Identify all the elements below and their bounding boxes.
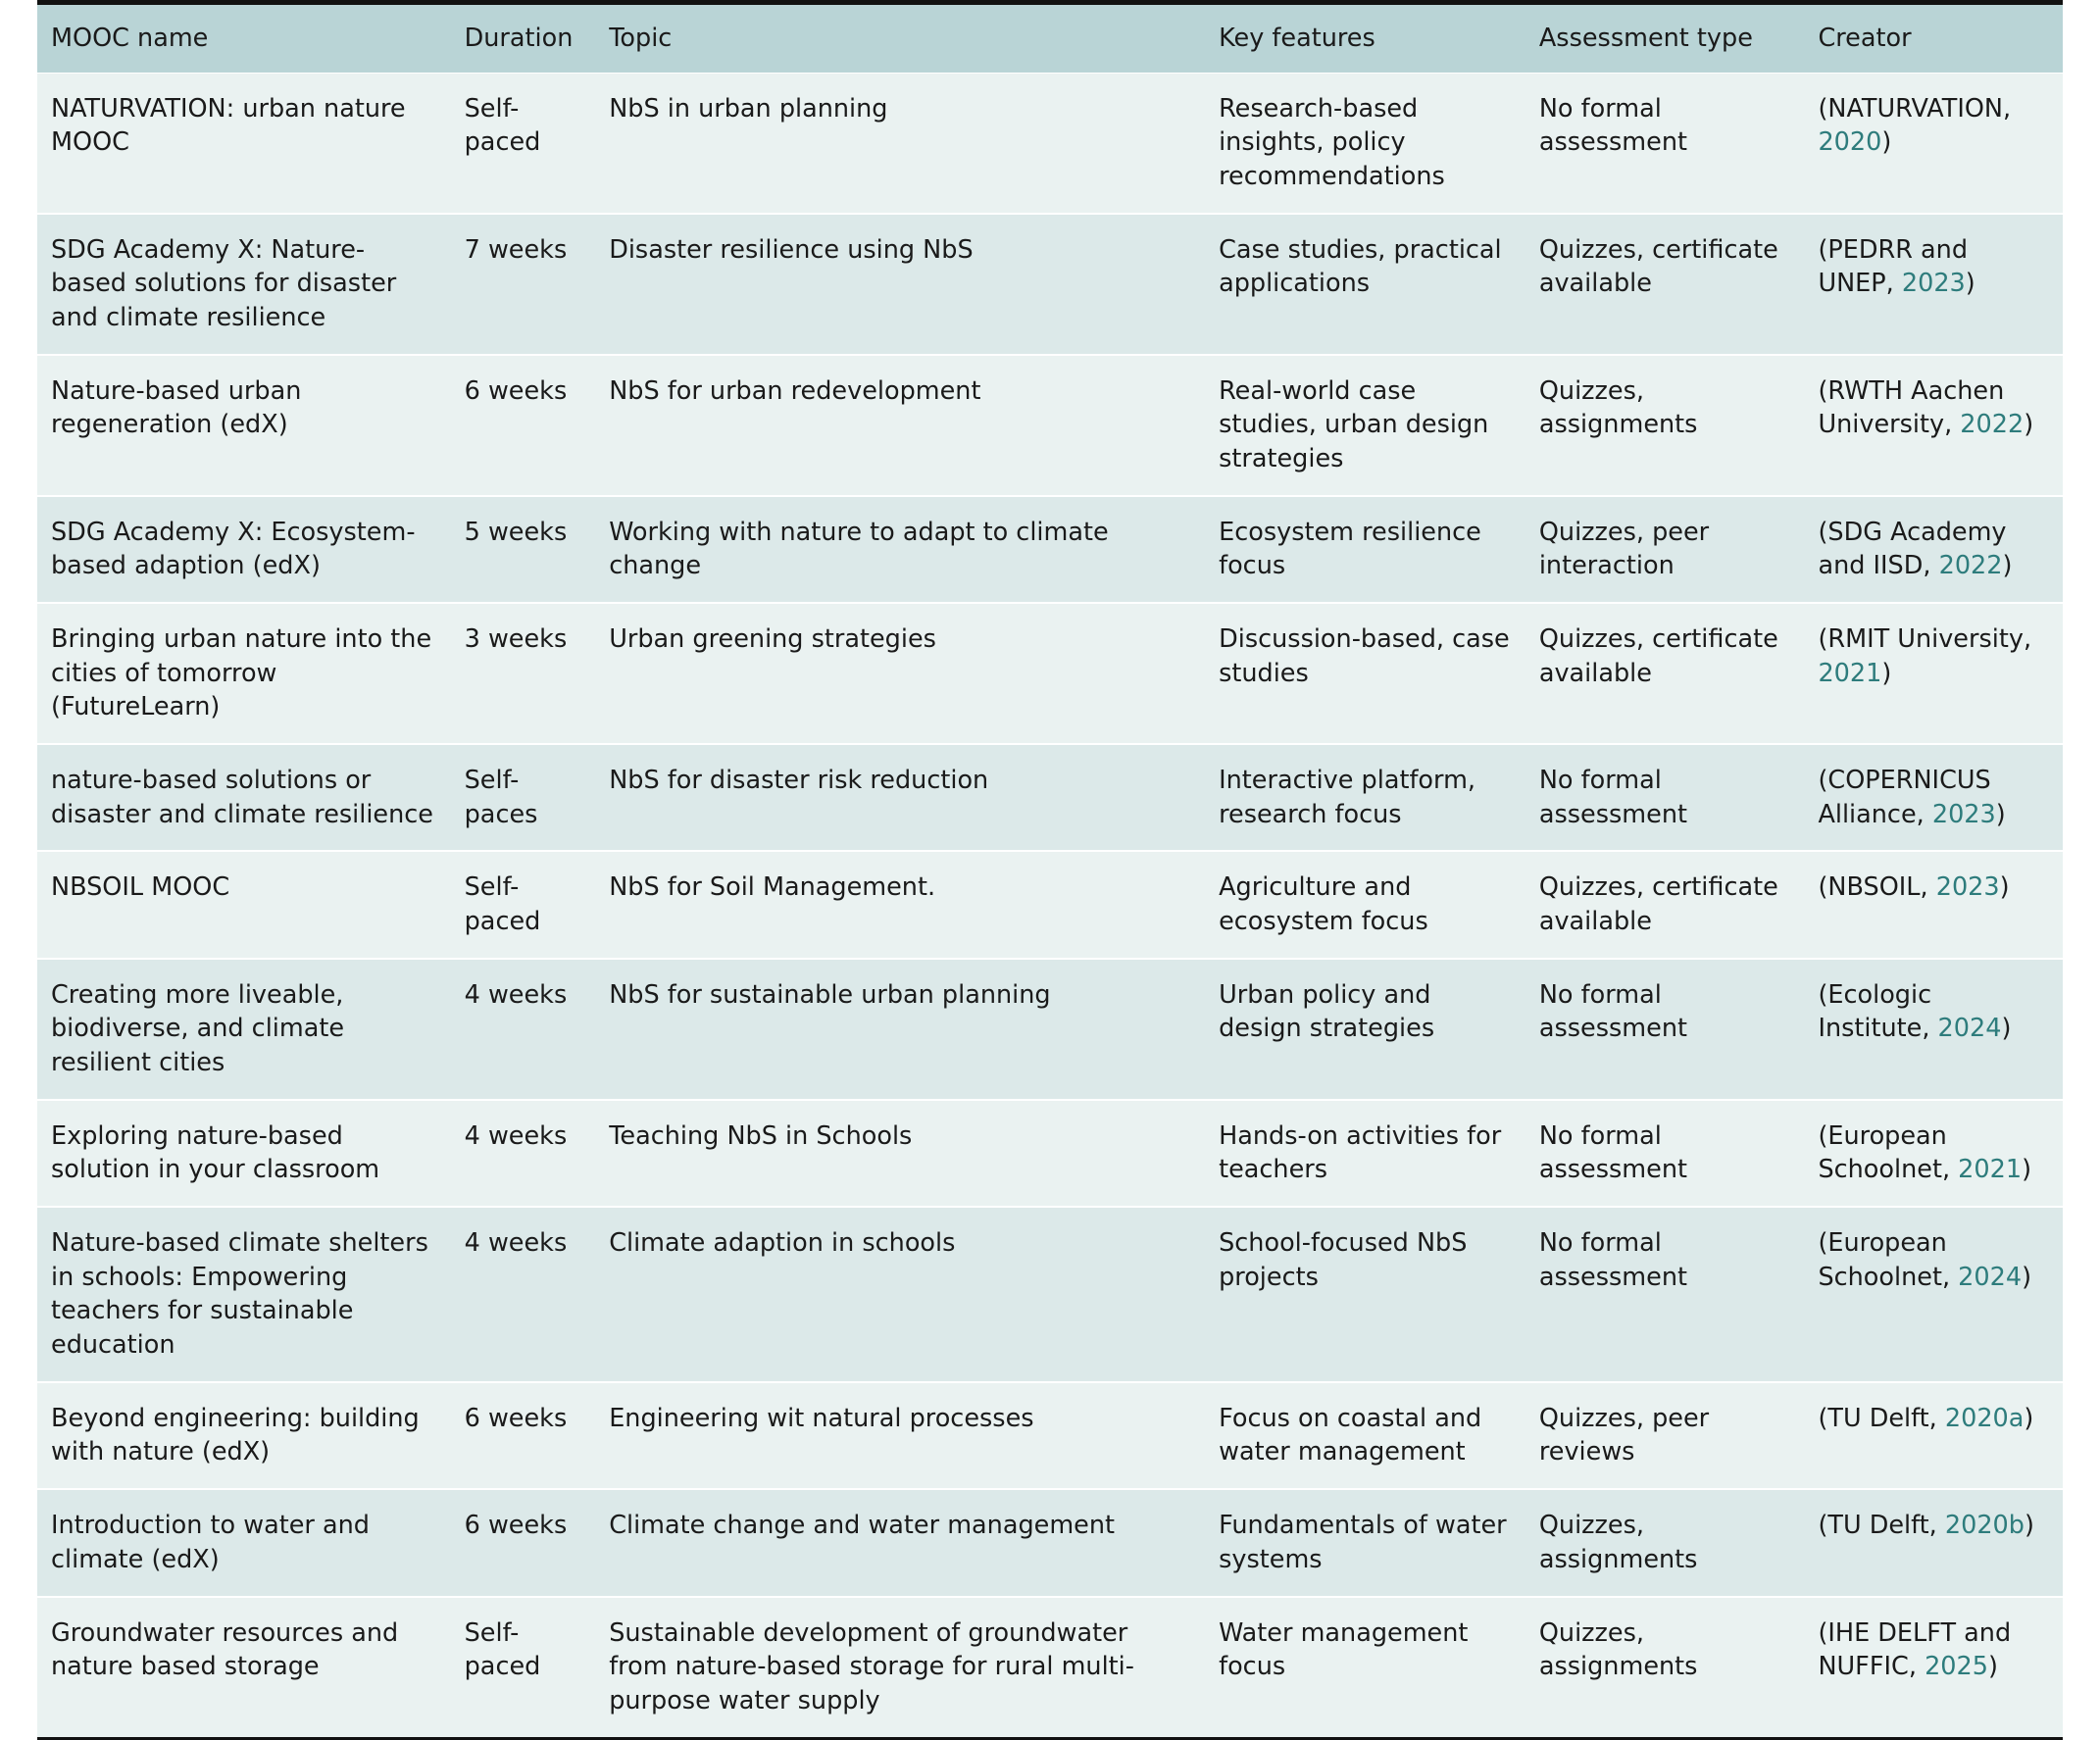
table-header [37,3,2063,74]
cell-key-features [1205,1597,1525,1739]
creator-suffix: ) [2024,1511,2034,1541]
cell-topic-text: NbS in urban planning [609,93,888,124]
cell-topic [595,1382,1205,1489]
creator-suffix: ) [2001,1014,2012,1044]
cell-duration [451,1489,596,1596]
creator-suffix: ) [2002,551,2013,581]
cell-assessment-type-text: Quizzes, assignments [1538,1617,1698,1682]
cell-duration [451,496,596,603]
creator-name: (RWTH Aachen University, [1818,375,2005,440]
cell-key-features-text: Ecosystem resilience focus [1219,517,1481,581]
cell-key-features-text: Water management focus [1219,1617,1469,1682]
table-row [37,851,2063,958]
table-row [37,1382,2063,1489]
cell-duration-text: 6 weeks [464,375,568,406]
cell-topic [595,959,1205,1100]
cell-mooc-name [37,959,451,1100]
cell-topic [595,1207,1205,1382]
cell-assessment-type [1525,603,1805,744]
cell-mooc-name-text: Nature-based climate shelters in schools: Empowering teachers for sustainable education [51,1228,428,1361]
cell-key-features [1205,744,1525,851]
citation-year-link[interactable]: 2021 [1818,658,1882,688]
creator-suffix: ) [1881,127,1892,158]
cell-mooc-name-text: SDG Academy X: Nature-based solutions for disaster and climate resilience [51,234,397,333]
cell-assessment-type-text: No formal assessment [1538,766,1687,829]
cell-assessment-type-text: Quizzes, assignments [1538,375,1698,440]
cell-mooc-name [37,1100,451,1207]
citation-year-link[interactable]: 2023 [1935,872,2000,903]
cell-topic [595,1489,1205,1596]
citation-year-link[interactable]: 2024 [1958,1262,2023,1292]
cell-duration-text: 4 weeks [464,1120,568,1151]
creator-suffix: ) [1965,269,1975,299]
cell-topic-text: Urban greening strategies [609,624,936,655]
cell-mooc-name-text: SDG Academy X: Ecosystem-based adaption (edX) [51,517,416,581]
table-body [37,73,2063,1738]
cell-assessment-type [1525,1100,1805,1207]
cell-topic-text: NbS for sustainable urban planning [609,979,1051,1010]
cell-creator [1804,1382,2063,1489]
cell-assessment-type-text: Quizzes, certificate available [1538,234,1778,299]
citation-year-link[interactable]: 2023 [1901,269,1966,299]
cell-creator [1804,959,2063,1100]
cell-key-features [1205,851,1525,958]
cell-topic-text: NbS for urban redevelopment [609,375,981,406]
cell-duration [451,603,596,744]
cell-assessment-type-text: Quizzes, certificate available [1538,872,1778,937]
cell-mooc-name-text: Nature-based urban regeneration (edX) [51,375,302,440]
cell-topic-text: NbS for Soil Management. [609,872,936,903]
cell-creator [1804,496,2063,603]
cell-duration-text: Self-paces [464,766,538,829]
citation-year-link[interactable]: 2020a [1944,1403,2025,1433]
citation-year-link[interactable]: 2022 [1960,410,2025,440]
creator-name: (TU Delft, [1818,1403,1945,1433]
cell-assessment-type-text: No formal assessment [1538,1120,1687,1185]
cell-creator [1804,355,2063,496]
citation-year-link[interactable]: 2023 [1931,799,1996,829]
creator-name: (TU Delft, [1818,1511,1945,1541]
cell-mooc-name-text: Bringing urban nature into the cities of tomorrow (FutureLearn) [51,624,432,722]
creator-name: (PEDRR and UNEP, [1818,234,1969,299]
cell-assessment-type-text: Quizzes, peer reviews [1538,1403,1710,1467]
cell-topic [595,1100,1205,1207]
cell-duration [451,1382,596,1489]
cell-topic [595,73,1205,214]
cell-key-features [1205,1489,1525,1596]
table-row [37,214,2063,355]
cell-mooc-name [37,214,451,355]
citation-year-link[interactable]: 2022 [1938,551,2003,581]
creator-name: (RMIT University, [1818,624,2032,655]
cell-assessment-type [1525,214,1805,355]
cell-topic-text: Climate change and water management [609,1511,1116,1541]
cell-mooc-name [37,851,451,958]
cell-mooc-name [37,73,451,214]
citation-year-link[interactable]: 2024 [1937,1014,2002,1044]
cell-mooc-name [37,1207,451,1382]
cell-mooc-name [37,1597,451,1739]
column-header-assessment-type: Assessment type [1525,3,1805,74]
cell-duration-text: 7 weeks [464,234,568,265]
cell-topic [595,744,1205,851]
cell-duration [451,73,596,214]
cell-assessment-type [1525,851,1805,958]
cell-topic-text: Climate adaption in schools [609,1228,956,1259]
table-row [37,1489,2063,1596]
cell-key-features-text: Focus on coastal and water management [1219,1403,1482,1467]
cell-key-features [1205,1207,1525,1382]
cell-topic-text: Sustainable development of groundwater from nature-based storage for rural multi-purpose water supply [609,1617,1134,1715]
cell-assessment-type [1525,1597,1805,1739]
cell-key-features [1205,73,1525,214]
cell-mooc-name [37,744,451,851]
table-row [37,603,2063,744]
cell-duration [451,1207,596,1382]
creator-suffix: ) [2024,1403,2034,1433]
cell-mooc-name-text: NATURVATION: urban nature MOOC [51,93,406,158]
cell-key-features [1205,959,1525,1100]
cell-duration [451,959,596,1100]
creator-name: (European Schoolnet, [1818,1120,1959,1185]
cell-creator [1804,214,2063,355]
cell-topic-text: Teaching NbS in Schools [609,1120,913,1151]
table-row [37,355,2063,496]
cell-creator [1804,1100,2063,1207]
cell-assessment-type [1525,1489,1805,1596]
cell-mooc-name [37,496,451,603]
creator-suffix: ) [1995,799,2006,829]
cell-key-features-text: Discussion-based, case studies [1219,624,1510,688]
cell-mooc-name [37,355,451,496]
creator-name: (European Schoolnet, [1818,1228,1959,1292]
cell-mooc-name [37,1382,451,1489]
cell-key-features-text: Interactive platform, research focus [1219,766,1476,829]
table-header-row [37,3,2063,74]
cell-duration-text: Self-paced [464,1617,541,1682]
cell-key-features-text: Fundamentals of water systems [1219,1511,1507,1574]
cell-duration-text: 4 weeks [464,1228,568,1259]
cell-assessment-type [1525,1207,1805,1382]
cell-assessment-type [1525,496,1805,603]
cell-mooc-name-text: Exploring nature-based solution in your classroom [51,1120,380,1185]
cell-topic [595,355,1205,496]
cell-assessment-type [1525,1382,1805,1489]
cell-mooc-name-text: Groundwater resources and nature based storage [51,1617,399,1682]
cell-key-features-text: Real-world case studies, urban design strategies [1219,375,1489,474]
creator-name: (Ecologic Institute, [1818,979,1938,1044]
cell-assessment-type-text: No formal assessment [1538,93,1687,158]
cell-mooc-name-text: Beyond engineering: building with nature (edX) [51,1403,420,1467]
cell-duration-text: 4 weeks [464,979,568,1010]
cell-creator [1804,73,2063,214]
cell-duration [451,355,596,496]
citation-year-link[interactable]: 2020b [1944,1511,2025,1541]
cell-mooc-name [37,603,451,744]
cell-creator [1804,1489,2063,1596]
cell-duration [451,851,596,958]
citation-year-link[interactable]: 2021 [1958,1155,2023,1185]
cell-duration-text: 5 weeks [464,517,568,547]
cell-assessment-type [1525,959,1805,1100]
cell-key-features [1205,1382,1525,1489]
table-row [37,496,2063,603]
cell-topic-text: Engineering wit natural processes [609,1403,1034,1433]
cell-duration-text: Self-paced [464,872,541,937]
cell-assessment-type-text: Quizzes, certificate available [1538,624,1778,688]
cell-mooc-name-text: Introduction to water and climate (edX) [51,1511,370,1574]
cell-duration [451,1100,596,1207]
creator-name: (SDG Academy and IISD, [1818,517,2007,581]
cell-creator [1804,744,2063,851]
cell-assessment-type [1525,73,1805,214]
cell-mooc-name-text: Creating more liveable, biodiverse, and climate resilient cities [51,979,345,1078]
creator-name: (NBSOIL, [1818,872,1936,903]
column-header-topic: Topic [595,3,1205,74]
column-header-duration: Duration [451,3,596,74]
cell-key-features-text: School-focused NbS projects [1219,1228,1468,1292]
cell-topic [595,214,1205,355]
cell-mooc-name-text: nature-based solutions or disaster and climate resilience [51,766,433,829]
cell-key-features [1205,603,1525,744]
cell-assessment-type-text: No formal assessment [1538,979,1687,1044]
cell-topic-text: Working with nature to adapt to climate change [609,517,1109,581]
cell-topic [595,1597,1205,1739]
cell-duration [451,214,596,355]
cell-key-features [1205,1100,1525,1207]
cell-duration-text: Self-paced [464,93,541,158]
creator-name: (NATURVATION, [1818,93,2012,124]
cell-key-features [1205,355,1525,496]
cell-topic [595,851,1205,958]
cell-duration-text: 3 weeks [464,624,568,655]
cell-creator [1804,1207,2063,1382]
cell-duration [451,744,596,851]
cell-assessment-type [1525,744,1805,851]
cell-assessment-type [1525,355,1805,496]
cell-duration-text: 6 weeks [464,1403,568,1433]
table-row [37,1597,2063,1739]
citation-year-link[interactable]: 2020 [1818,127,1882,158]
cell-key-features-text: Agriculture and ecosystem focus [1219,872,1428,937]
cell-assessment-type-text: No formal assessment [1538,1228,1687,1292]
cell-key-features-text: Urban policy and design strategies [1219,979,1435,1044]
table-row [37,1100,2063,1207]
creator-suffix: ) [1881,658,1892,688]
cell-creator [1804,603,2063,744]
cell-assessment-type-text: Quizzes, peer interaction [1538,517,1710,581]
table-row [37,959,2063,1100]
creator-suffix: ) [2024,410,2034,440]
table-row [37,73,2063,214]
creator-name: (COPERNICUS Alliance, [1818,766,1991,829]
mooc-comparison-table [37,0,2063,1740]
cell-key-features-text: Hands-on activities for teachers [1219,1120,1502,1185]
column-header-creator: Creator [1804,3,2063,74]
table-row [37,1207,2063,1382]
creator-suffix: ) [1999,872,2010,903]
cell-key-features [1205,496,1525,603]
creator-suffix: ) [2022,1262,2032,1292]
cell-creator [1804,1597,2063,1739]
creator-name: (IHE DELFT and NUFFIC, [1818,1617,2012,1682]
creator-suffix: ) [2022,1155,2032,1185]
cell-key-features-text: Case studies, practical applications [1219,234,1502,299]
cell-topic-text: Disaster resilience using NbS [609,234,974,265]
column-header-mooc-name: MOOC name [37,3,451,74]
table-row [37,744,2063,851]
cell-topic-text: NbS for disaster risk reduction [609,766,989,796]
cell-topic [595,496,1205,603]
cell-assessment-type-text: Quizzes, assignments [1538,1511,1698,1574]
cell-mooc-name [37,1489,451,1596]
cell-mooc-name-text: NBSOIL MOOC [51,872,230,903]
cell-duration-text: 6 weeks [464,1511,568,1541]
citation-year-link[interactable]: 2025 [1925,1652,1988,1682]
cell-key-features [1205,214,1525,355]
cell-duration [451,1597,596,1739]
column-header-key-features: Key features [1205,3,1525,74]
cell-key-features-text: Research-based insights, policy recommendations [1219,93,1445,192]
cell-topic [595,603,1205,744]
creator-suffix: ) [1987,1652,1998,1682]
cell-creator [1804,851,2063,958]
